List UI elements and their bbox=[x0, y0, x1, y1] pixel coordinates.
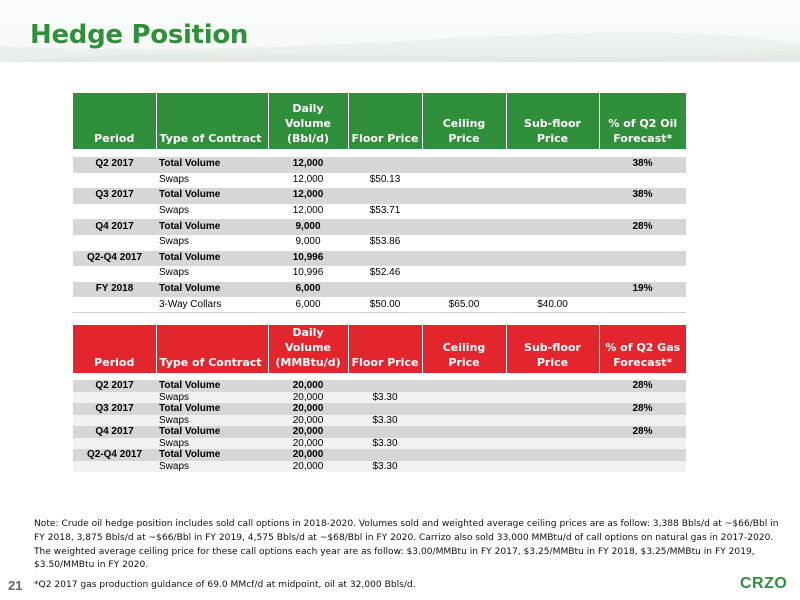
volume-cell: 20,000 bbox=[268, 426, 348, 438]
contract-type-cell: Swaps bbox=[156, 234, 268, 250]
period-cell bbox=[73, 172, 156, 188]
volume-cell: 20,000 bbox=[268, 380, 348, 392]
forecast-pct-cell bbox=[599, 234, 686, 250]
volume-cell: 6,000 bbox=[268, 281, 348, 297]
page-title: Hedge Position bbox=[30, 20, 249, 50]
ceiling-price-cell bbox=[422, 461, 506, 473]
contract-type-cell: Total Volume bbox=[156, 426, 268, 438]
oil-header-pct: % of Q2 Oil Forecast* bbox=[599, 93, 686, 149]
volume-cell: 9,000 bbox=[268, 234, 348, 250]
contract-type-cell: Swaps bbox=[156, 438, 268, 450]
contract-type-cell: Total Volume bbox=[156, 157, 268, 173]
ceiling-price-cell bbox=[422, 415, 506, 427]
ceiling-price-cell bbox=[422, 203, 506, 219]
period-cell: Q2-Q4 2017 bbox=[73, 250, 156, 266]
ceiling-price-cell bbox=[422, 281, 506, 297]
floor-price-cell bbox=[348, 380, 422, 392]
contract-type-cell: Total Volume bbox=[156, 188, 268, 204]
ceiling-price-cell bbox=[422, 188, 506, 204]
oil-table-header bbox=[73, 93, 686, 149]
volume-cell: 20,000 bbox=[268, 461, 348, 473]
oil-header-floor: Floor Price bbox=[348, 93, 422, 149]
volume-cell: 20,000 bbox=[268, 438, 348, 450]
subfloor-price-cell bbox=[506, 281, 599, 297]
gas-header-period: Period bbox=[73, 325, 156, 373]
floor-price-cell: $53.86 bbox=[348, 234, 422, 250]
floor-price-cell bbox=[348, 426, 422, 438]
floor-price-cell bbox=[348, 250, 422, 266]
period-cell: Q2 2017 bbox=[73, 157, 156, 173]
ceiling-price-cell bbox=[422, 403, 506, 415]
volume-cell: 20,000 bbox=[268, 403, 348, 415]
volume-cell: 6,000 bbox=[268, 297, 348, 313]
ceiling-price-cell bbox=[422, 234, 506, 250]
table-row bbox=[73, 157, 686, 173]
forecast-pct-cell bbox=[599, 172, 686, 188]
table-row bbox=[73, 188, 686, 204]
contract-type-cell: Total Volume bbox=[156, 281, 268, 297]
floor-price-cell: $3.30 bbox=[348, 415, 422, 427]
page-number: 21 bbox=[8, 578, 23, 593]
ceiling-price-cell: $65.00 bbox=[422, 297, 506, 313]
gas-table-header bbox=[73, 325, 686, 373]
volume-cell: 12,000 bbox=[268, 172, 348, 188]
subfloor-price-cell bbox=[506, 188, 599, 204]
subfloor-price-cell bbox=[506, 426, 599, 438]
table-row bbox=[73, 380, 686, 392]
period-cell: Q4 2017 bbox=[73, 219, 156, 235]
oil-header-ceiling: Ceiling Price bbox=[422, 93, 506, 149]
ceiling-price-cell bbox=[422, 380, 506, 392]
table-row bbox=[73, 415, 686, 427]
floor-price-cell: $3.30 bbox=[348, 438, 422, 450]
table-row bbox=[73, 426, 686, 438]
forecast-pct-cell bbox=[599, 203, 686, 219]
contract-type-cell: Total Volume bbox=[156, 449, 268, 461]
period-cell bbox=[73, 266, 156, 282]
gas-header-volume: Daily Volume (MMBtu/d) bbox=[268, 325, 348, 373]
subfloor-price-cell bbox=[506, 219, 599, 235]
oil-hedge-table bbox=[73, 93, 686, 313]
volume-cell: 12,000 bbox=[268, 157, 348, 173]
contract-type-cell: Swaps bbox=[156, 392, 268, 404]
volume-cell: 20,000 bbox=[268, 449, 348, 461]
forecast-pct-cell: 28% bbox=[599, 380, 686, 392]
forecast-pct-cell bbox=[599, 461, 686, 473]
table-row bbox=[73, 266, 686, 282]
period-cell bbox=[73, 297, 156, 313]
contract-type-cell: Swaps bbox=[156, 203, 268, 219]
table-row bbox=[73, 172, 686, 188]
table-row bbox=[73, 219, 686, 235]
period-cell bbox=[73, 392, 156, 404]
gas-header-pct: % of Q2 Gas Forecast* bbox=[599, 325, 686, 373]
oil-header-type: Type of Contract bbox=[156, 93, 268, 149]
ceiling-price-cell bbox=[422, 449, 506, 461]
ceiling-price-cell bbox=[422, 438, 506, 450]
period-cell: FY 2018 bbox=[73, 281, 156, 297]
table-row bbox=[73, 403, 686, 415]
floor-price-cell bbox=[348, 449, 422, 461]
gas-header-floor: Floor Price bbox=[348, 325, 422, 373]
forecast-pct-cell bbox=[599, 250, 686, 266]
volume-cell: 9,000 bbox=[268, 219, 348, 235]
forecast-pct-cell bbox=[599, 297, 686, 313]
ceiling-price-cell bbox=[422, 172, 506, 188]
period-cell bbox=[73, 203, 156, 219]
floor-price-cell: $53.71 bbox=[348, 203, 422, 219]
period-cell: Q3 2017 bbox=[73, 188, 156, 204]
floor-price-cell bbox=[348, 188, 422, 204]
oil-header-period: Period bbox=[73, 93, 156, 149]
ceiling-price-cell bbox=[422, 392, 506, 404]
hedge-note: Note: Crude oil hedge position includes sold call options in 2018-2020. Volumes sold and weighted average ceiling prices are as follow: 3,388 Bbls/d at ~$66/Bbl in FY 2018, 3,875 Bbls/d at ~$66/Bbl in FY 2019, 4,575 Bbls/d at ~$68/Bbl in FY 2020. Carrizo also sold 33,000 MMBtu/d of call options on natural gas in 2017-2020. The weighted average ceiling price for these call options each year are as follow: $3.00/MMBtu in FY 2017, $3.25/MMBtu in FY 2018, $3.25/MMBtu in FY 2019, $3.50/MMBtu in FY 2020. bbox=[34, 519, 779, 571]
floor-price-cell: $3.30 bbox=[348, 461, 422, 473]
forecast-pct-cell bbox=[599, 415, 686, 427]
volume-cell: 20,000 bbox=[268, 415, 348, 427]
contract-type-cell: Total Volume bbox=[156, 250, 268, 266]
oil-header-subfloor: Sub-floor Price bbox=[506, 93, 599, 149]
ceiling-price-cell bbox=[422, 157, 506, 173]
forecast-pct-cell bbox=[599, 266, 686, 282]
period-cell: Q2-Q4 2017 bbox=[73, 449, 156, 461]
contract-type-cell: Swaps bbox=[156, 415, 268, 427]
subfloor-price-cell bbox=[506, 449, 599, 461]
contract-type-cell: Swaps bbox=[156, 172, 268, 188]
forecast-pct-cell bbox=[599, 449, 686, 461]
floor-price-cell bbox=[348, 403, 422, 415]
period-cell: Q3 2017 bbox=[73, 403, 156, 415]
ceiling-price-cell bbox=[422, 266, 506, 282]
forecast-pct-cell: 19% bbox=[599, 281, 686, 297]
period-cell bbox=[73, 438, 156, 450]
contract-type-cell: Total Volume bbox=[156, 403, 268, 415]
table-row bbox=[73, 438, 686, 450]
gas-header-type: Type of Contract bbox=[156, 325, 268, 373]
subfloor-price-cell bbox=[506, 415, 599, 427]
period-cell bbox=[73, 461, 156, 473]
ceiling-price-cell bbox=[422, 219, 506, 235]
floor-price-cell: $52.46 bbox=[348, 266, 422, 282]
table-row bbox=[73, 297, 686, 313]
contract-type-cell: Total Volume bbox=[156, 380, 268, 392]
volume-cell: 10,996 bbox=[268, 266, 348, 282]
volume-cell: 12,000 bbox=[268, 188, 348, 204]
floor-price-cell bbox=[348, 281, 422, 297]
forecast-pct-cell: 28% bbox=[599, 403, 686, 415]
subfloor-price-cell bbox=[506, 157, 599, 173]
volume-cell: 10,996 bbox=[268, 250, 348, 266]
period-cell: Q2 2017 bbox=[73, 380, 156, 392]
table-row bbox=[73, 203, 686, 219]
contract-type-cell: 3-Way Collars bbox=[156, 297, 268, 313]
subfloor-price-cell bbox=[506, 403, 599, 415]
forecast-pct-cell: 28% bbox=[599, 219, 686, 235]
contract-type-cell: Swaps bbox=[156, 461, 268, 473]
period-cell bbox=[73, 234, 156, 250]
forecast-pct-cell: 38% bbox=[599, 188, 686, 204]
forecast-pct-cell bbox=[599, 392, 686, 404]
contract-type-cell: Swaps bbox=[156, 266, 268, 282]
floor-price-cell bbox=[348, 219, 422, 235]
floor-price-cell bbox=[348, 157, 422, 173]
table-row bbox=[73, 250, 686, 266]
forecast-pct-cell bbox=[599, 438, 686, 450]
subfloor-price-cell bbox=[506, 438, 599, 450]
subfloor-price-cell: $40.00 bbox=[506, 297, 599, 313]
table-row bbox=[73, 449, 686, 461]
subfloor-price-cell bbox=[506, 380, 599, 392]
gas-header-ceiling: Ceiling Price bbox=[422, 325, 506, 373]
period-cell: Q4 2017 bbox=[73, 426, 156, 438]
floor-price-cell: $50.00 bbox=[348, 297, 422, 313]
subfloor-price-cell bbox=[506, 250, 599, 266]
subfloor-price-cell bbox=[506, 392, 599, 404]
subfloor-price-cell bbox=[506, 461, 599, 473]
footnote: *Q2 2017 gas production guidance of 69.0 MMcf/d at midpoint, oil at 32,000 Bbls/d. bbox=[34, 580, 416, 590]
table-row bbox=[73, 281, 686, 297]
volume-cell: 20,000 bbox=[268, 392, 348, 404]
ceiling-price-cell bbox=[422, 250, 506, 266]
floor-price-cell: $3.30 bbox=[348, 392, 422, 404]
period-cell bbox=[73, 415, 156, 427]
subfloor-price-cell bbox=[506, 172, 599, 188]
forecast-pct-cell: 28% bbox=[599, 426, 686, 438]
table-row bbox=[73, 392, 686, 404]
gas-header-subfloor: Sub-floor Price bbox=[506, 325, 599, 373]
ceiling-price-cell bbox=[422, 426, 506, 438]
subfloor-price-cell bbox=[506, 234, 599, 250]
gas-hedge-table bbox=[73, 325, 686, 472]
table-row bbox=[73, 461, 686, 473]
forecast-pct-cell: 38% bbox=[599, 157, 686, 173]
contract-type-cell: Total Volume bbox=[156, 219, 268, 235]
subfloor-price-cell bbox=[506, 266, 599, 282]
volume-cell: 12,000 bbox=[268, 203, 348, 219]
table-row bbox=[73, 234, 686, 250]
company-logo: CRZO bbox=[740, 575, 788, 592]
oil-header-volume: Daily Volume (Bbl/d) bbox=[268, 93, 348, 149]
floor-price-cell: $50.13 bbox=[348, 172, 422, 188]
subfloor-price-cell bbox=[506, 203, 599, 219]
